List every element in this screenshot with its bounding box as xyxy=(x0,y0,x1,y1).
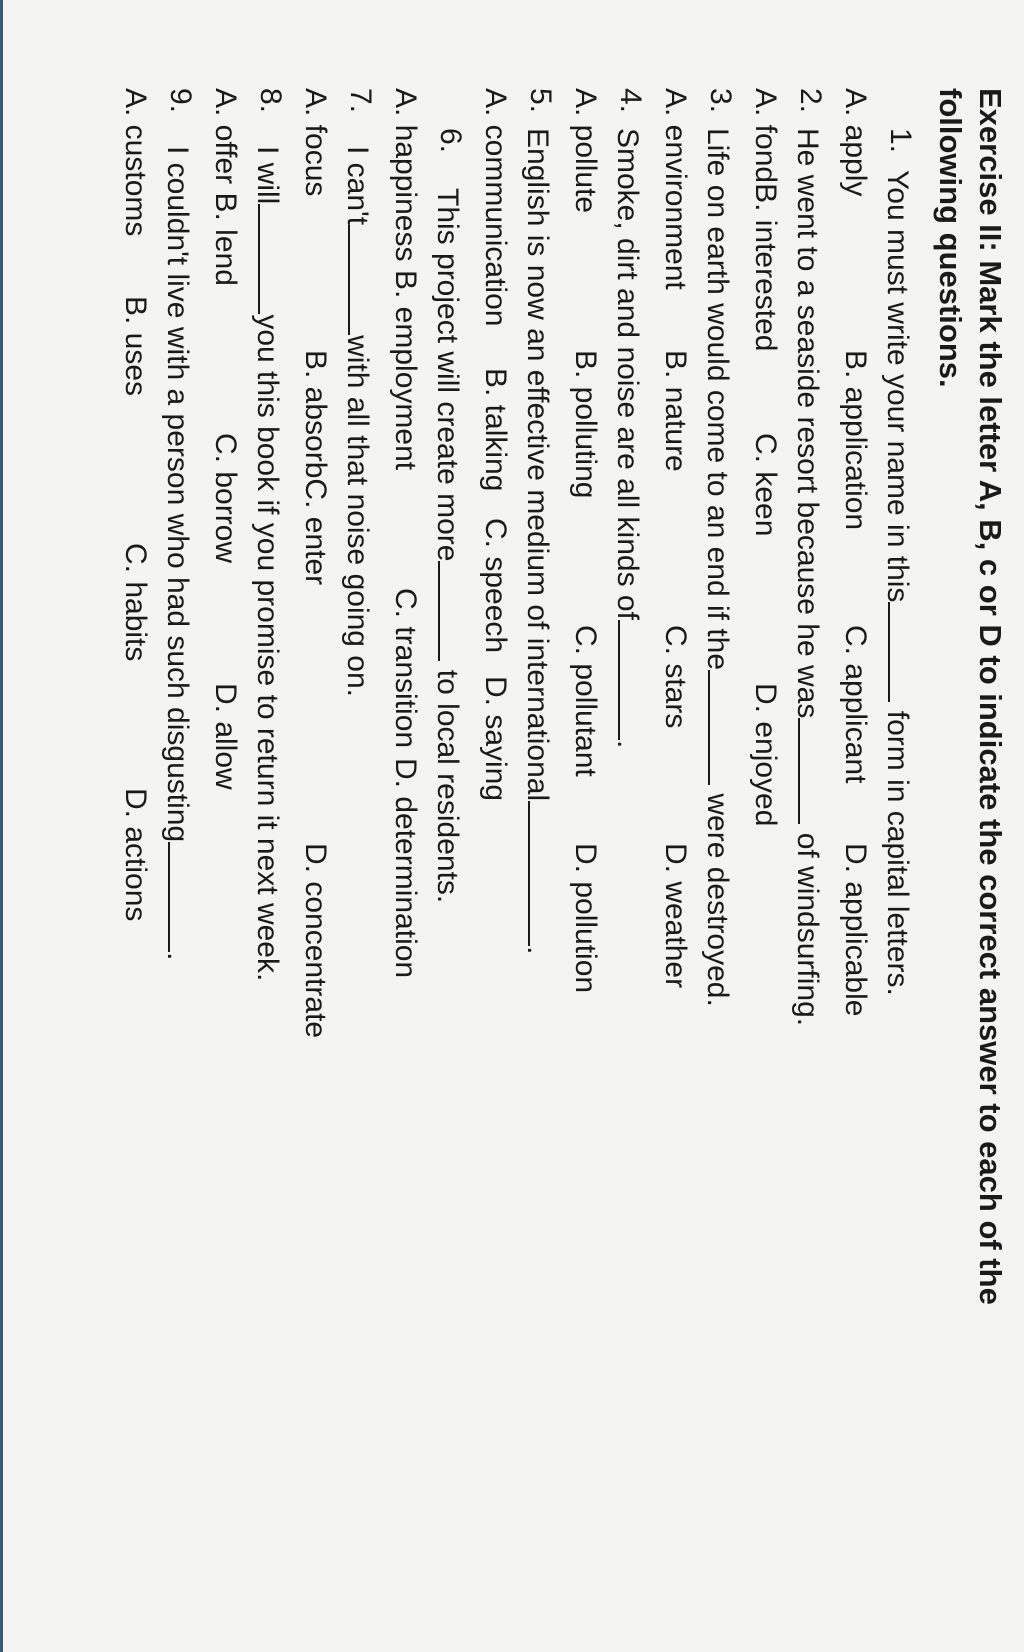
option-b[interactable]: B. polluting xyxy=(569,350,602,499)
option-c[interactable]: C. keen xyxy=(749,433,782,537)
question-number: 3. xyxy=(704,88,737,114)
question-7 xyxy=(341,88,377,1628)
option-a[interactable]: A. customs xyxy=(119,88,152,237)
question-number: 4. xyxy=(614,88,647,114)
question-1 xyxy=(881,88,917,1628)
option-b[interactable]: B. application xyxy=(839,350,872,531)
option-a[interactable]: A. communication xyxy=(479,88,512,327)
option-d[interactable]: D. applicable xyxy=(839,843,872,1017)
option-a-b[interactable]: A. offer B. lend xyxy=(209,88,242,286)
answer-blank[interactable] xyxy=(258,204,286,314)
title-line-1: Exercise II: Mark the letter A, B, c or D to indicate the correct answer to each of the xyxy=(973,88,1008,1305)
title-line-2: following questions. xyxy=(933,88,968,388)
option-c[interactable]: C. habits xyxy=(119,543,152,662)
question-number: 9. xyxy=(164,88,197,114)
answer-blank[interactable] xyxy=(708,670,736,785)
question-text: I willyou this book if you promise to return it next week. xyxy=(251,146,284,982)
question-number: 2. xyxy=(794,88,827,114)
option-d[interactable]: D. actions xyxy=(119,788,152,922)
options-5 xyxy=(480,88,511,1628)
question-text: This project will create more to local residents. xyxy=(431,188,464,904)
question-number: 8. xyxy=(254,88,287,114)
option-d[interactable]: D. saying xyxy=(479,676,512,802)
option-d[interactable]: D. pollution xyxy=(569,843,602,994)
answer-blank[interactable] xyxy=(888,602,916,702)
option-c[interactable]: C. borrow xyxy=(209,433,242,564)
option-c[interactable]: C. applicant xyxy=(839,625,872,784)
question-4 xyxy=(611,88,647,1628)
answer-blank[interactable] xyxy=(618,620,646,740)
question-text: I can'twith all that noise going on. xyxy=(341,146,374,698)
options-4 xyxy=(570,88,601,1628)
answer-blank[interactable] xyxy=(528,801,556,946)
option-d[interactable]: D. determination xyxy=(389,758,422,979)
option-c[interactable]: C. speech xyxy=(479,518,512,654)
question-number: 6. xyxy=(434,128,467,154)
option-a-b[interactable]: A. fondB. interested xyxy=(749,88,782,352)
option-c[interactable]: C. pollutant xyxy=(569,625,602,777)
question-text: You must write your name in this form in capital letters. xyxy=(881,170,914,996)
question-8 xyxy=(251,88,287,1628)
option-b-c[interactable]: B. absorbC. enter xyxy=(299,350,332,586)
options-3 xyxy=(660,88,691,1628)
option-d[interactable]: D. weather xyxy=(659,843,692,989)
option-c[interactable]: C. transition xyxy=(389,588,422,749)
option-d[interactable]: D. concentrate xyxy=(299,843,332,1039)
option-a[interactable]: A. happiness xyxy=(389,88,422,262)
options-8 xyxy=(210,88,241,1628)
options-6 xyxy=(390,88,421,1628)
option-c[interactable]: C. stars xyxy=(659,625,692,729)
option-a[interactable]: A. pollute xyxy=(569,88,602,214)
question-text: English is now an effective medium of international. xyxy=(521,128,554,955)
question-2 xyxy=(791,88,827,1628)
option-b[interactable]: B. uses xyxy=(119,296,152,397)
options-9 xyxy=(120,88,151,1628)
question-text: Life on earth would come to an end if the were destroyed. xyxy=(701,128,734,1007)
answer-blank[interactable] xyxy=(438,561,466,661)
answer-blank[interactable] xyxy=(168,842,196,952)
question-9 xyxy=(161,88,197,1628)
question-3 xyxy=(701,88,737,1628)
option-a[interactable]: A. environment xyxy=(659,88,692,290)
question-number: 1. xyxy=(884,128,917,154)
worksheet xyxy=(106,88,1010,1628)
option-a[interactable]: A. apply xyxy=(839,88,872,197)
options-1 xyxy=(840,88,871,1628)
question-text: Smoke, dirt and noise are all kinds of. xyxy=(611,128,644,749)
option-a[interactable]: A. focus xyxy=(299,88,332,197)
exercise-title xyxy=(930,88,1010,1628)
question-text: He went to a seaside resort because he was of windsurfing. xyxy=(791,128,824,1027)
question-text: I couldn't live with a person who had such disgusting. xyxy=(161,146,194,961)
option-d[interactable]: D. allow xyxy=(209,683,242,790)
options-7 xyxy=(300,88,331,1628)
question-number: 5. xyxy=(524,88,557,114)
option-b[interactable]: B. nature xyxy=(659,350,692,472)
answer-blank[interactable] xyxy=(798,718,826,824)
left-edge xyxy=(0,0,3,1652)
question-5 xyxy=(521,88,557,1628)
option-d[interactable]: D. enjoyed xyxy=(749,683,782,827)
answer-blank[interactable] xyxy=(348,225,376,335)
question-6 xyxy=(431,88,467,1628)
option-b[interactable]: B. talking xyxy=(479,368,512,492)
option-b[interactable]: B. employment xyxy=(389,270,422,471)
options-2 xyxy=(750,88,781,1628)
question-number: 7. xyxy=(344,88,377,114)
